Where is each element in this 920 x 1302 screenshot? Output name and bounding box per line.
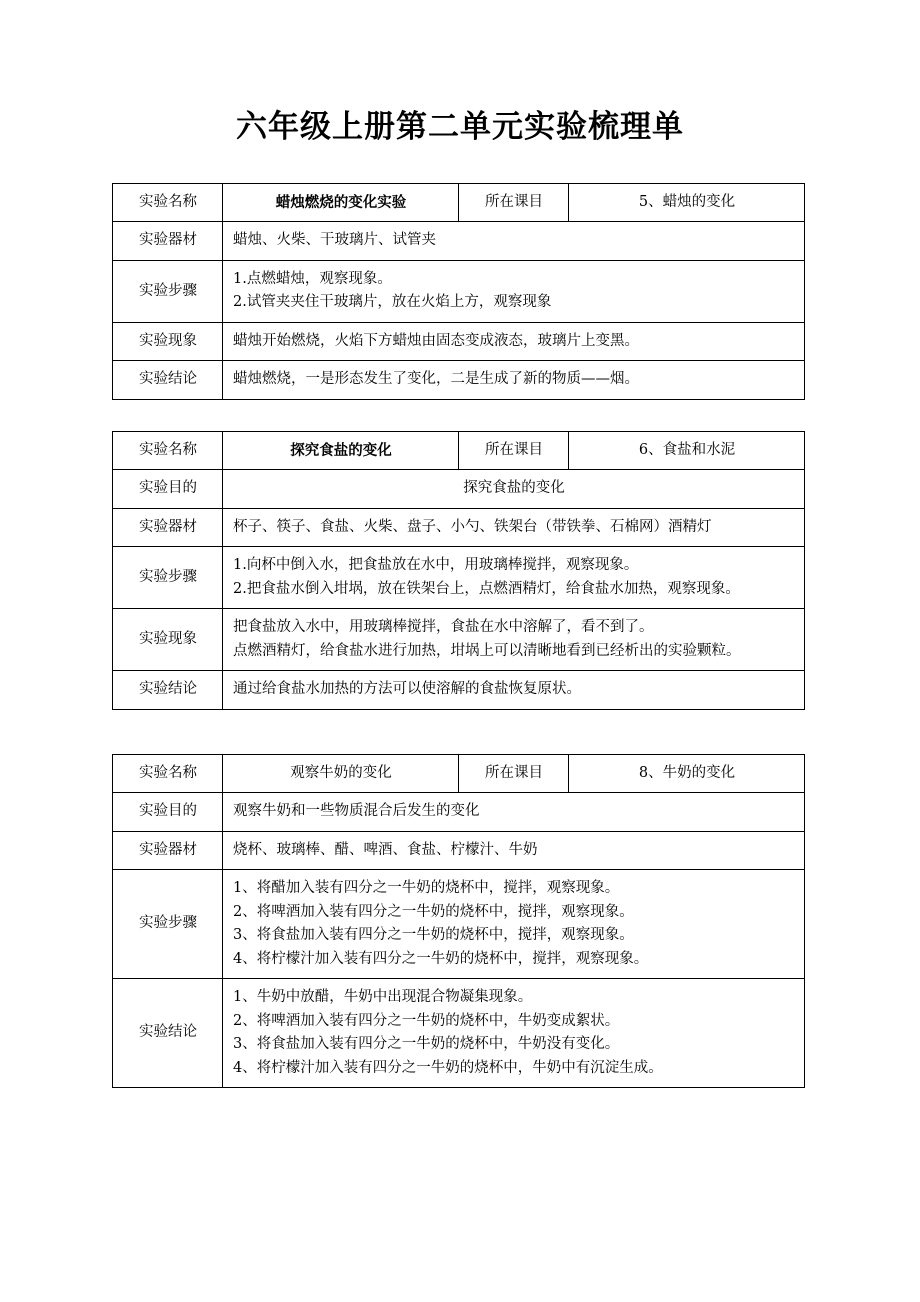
row-label-name: 实验名称 <box>113 184 223 222</box>
row-label-equipment: 实验器材 <box>113 508 223 546</box>
row-label-equipment: 实验器材 <box>113 831 223 869</box>
text-line: 2、将啤酒加入装有四分之一牛奶的烧杯中，牛奶变成絮状。 <box>233 1012 620 1029</box>
row-label-conclusion: 实验结论 <box>113 979 223 1088</box>
experiment-tables-container <box>112 183 804 1088</box>
table-row <box>113 671 805 709</box>
table-row <box>113 609 805 671</box>
text-line: 1、牛奶中放醋，牛奶中出现混合物凝集现象。 <box>233 989 533 1006</box>
text-line: 蜡烛燃烧，一是形态发生了变化，二是生成了新的物质——烟。 <box>233 371 639 388</box>
experiment-steps-value <box>223 547 805 609</box>
experiment-purpose-value: 观察牛奶和一些物质混合后发生的变化 <box>223 793 805 831</box>
experiment-lesson-value: 6、食盐和水泥 <box>569 431 805 469</box>
row-label-lesson: 所在课目 <box>459 754 569 792</box>
text-line: 通过给食盐水加热的方法可以使溶解的食盐恢复原状。 <box>233 681 581 698</box>
text-line: 2.试管夹夹住干玻璃片，放在火焰上方，观察现象 <box>233 294 552 311</box>
steps-line-list <box>233 268 795 315</box>
steps-line-list <box>233 877 795 971</box>
experiment-lesson-value: 8、牛奶的变化 <box>569 754 805 792</box>
text-line: 蜡烛开始燃烧，火焰下方蜡烛由固态变成液态，玻璃片上变黑。 <box>233 332 639 349</box>
experiment-equipment-value: 烧杯、玻璃棒、醋、啤酒、食盐、柠檬汁、牛奶 <box>223 831 805 869</box>
experiment-name-value: 探究食盐的变化 <box>223 431 459 469</box>
experiment-steps-value <box>223 260 805 322</box>
table-row <box>113 508 805 546</box>
row-label-conclusion: 实验结论 <box>113 361 223 399</box>
experiment-phenomenon-value <box>223 322 805 360</box>
text-line: 2.把食盐水倒入坩埚，放在铁架台上，点燃酒精灯，给食盐水加热，观察现象。 <box>233 580 740 597</box>
experiment-purpose-value: 探究食盐的变化 <box>223 470 805 508</box>
row-label-steps: 实验步骤 <box>113 870 223 979</box>
text-line: 4、将柠檬汁加入装有四分之一牛奶的烧杯中，搅拌，观察现象。 <box>233 950 649 967</box>
table-row <box>113 870 805 979</box>
experiment-lesson-value: 5、蜡烛的变化 <box>569 184 805 222</box>
text-line: 2、将啤酒加入装有四分之一牛奶的烧杯中，搅拌，观察现象。 <box>233 903 634 920</box>
conclusion-line-list <box>233 986 795 1080</box>
text-line: 把食盐放入水中，用玻璃棒搅拌，食盐在水中溶解了，看不到了。 <box>233 619 654 636</box>
text-line: 1.向杯中倒入水，把食盐放在水中，用玻璃棒搅拌，观察现象。 <box>233 557 639 574</box>
row-label-purpose: 实验目的 <box>113 793 223 831</box>
experiment-equipment-value: 蜡烛、火柴、干玻璃片、试管夹 <box>223 222 805 260</box>
table-row <box>113 322 805 360</box>
experiment-equipment-value: 杯子、筷子、食盐、火柴、盘子、小勺、铁架台（带铁拳、石棉网）酒精灯 <box>223 508 805 546</box>
table-row <box>113 361 805 399</box>
row-label-steps: 实验步骤 <box>113 547 223 609</box>
table-row <box>113 754 805 792</box>
table-row <box>113 547 805 609</box>
text-line: 1、将醋加入装有四分之一牛奶的烧杯中，搅拌，观察现象。 <box>233 880 620 897</box>
table-row <box>113 184 805 222</box>
text-line: 3、将食盐加入装有四分之一牛奶的烧杯中，牛奶没有变化。 <box>233 1036 620 1053</box>
row-label-equipment: 实验器材 <box>113 222 223 260</box>
row-label-name: 实验名称 <box>113 431 223 469</box>
row-label-lesson: 所在课目 <box>459 184 569 222</box>
phenomenon-line-list <box>233 616 795 663</box>
text-line: 3、将食盐加入装有四分之一牛奶的烧杯中，搅拌，观察现象。 <box>233 927 634 944</box>
table-row <box>113 260 805 322</box>
row-label-name: 实验名称 <box>113 754 223 792</box>
row-label-purpose: 实验目的 <box>113 470 223 508</box>
text-line: 点燃酒精灯，给食盐水进行加热，坩埚上可以清晰地看到已经析出的实验颗粒。 <box>233 642 741 659</box>
row-label-lesson: 所在课目 <box>459 431 569 469</box>
text-line: 4、将柠檬汁加入装有四分之一牛奶的烧杯中，牛奶中有沉淀生成。 <box>233 1059 663 1076</box>
experiment-table-milk <box>112 754 805 1088</box>
table-row <box>113 222 805 260</box>
table-row <box>113 831 805 869</box>
conclusion-line-list <box>233 678 795 701</box>
row-label-conclusion: 实验结论 <box>113 671 223 709</box>
row-label-phenomenon: 实验现象 <box>113 609 223 671</box>
table-row <box>113 470 805 508</box>
experiment-phenomenon-value <box>223 609 805 671</box>
experiment-table-candle <box>112 183 805 400</box>
row-label-steps: 实验步骤 <box>113 260 223 322</box>
row-label-phenomenon: 实验现象 <box>113 322 223 360</box>
experiment-name-value: 观察牛奶的变化 <box>223 754 459 792</box>
experiment-conclusion-value <box>223 361 805 399</box>
experiment-name-value: 蜡烛燃烧的变化实验 <box>223 184 459 222</box>
steps-line-list <box>233 554 795 601</box>
conclusion-line-list <box>233 368 795 391</box>
phenomenon-line-list <box>233 330 795 353</box>
experiment-conclusion-value <box>223 979 805 1088</box>
experiment-steps-value <box>223 870 805 979</box>
experiment-conclusion-value <box>223 671 805 709</box>
table-row <box>113 793 805 831</box>
experiment-table-salt <box>112 431 805 710</box>
table-row <box>113 431 805 469</box>
text-line: 1.点燃蜡烛，观察现象。 <box>233 270 392 287</box>
table-row <box>113 979 805 1088</box>
page-title: 六年级上册第二单元实验梳理单 <box>236 109 684 145</box>
